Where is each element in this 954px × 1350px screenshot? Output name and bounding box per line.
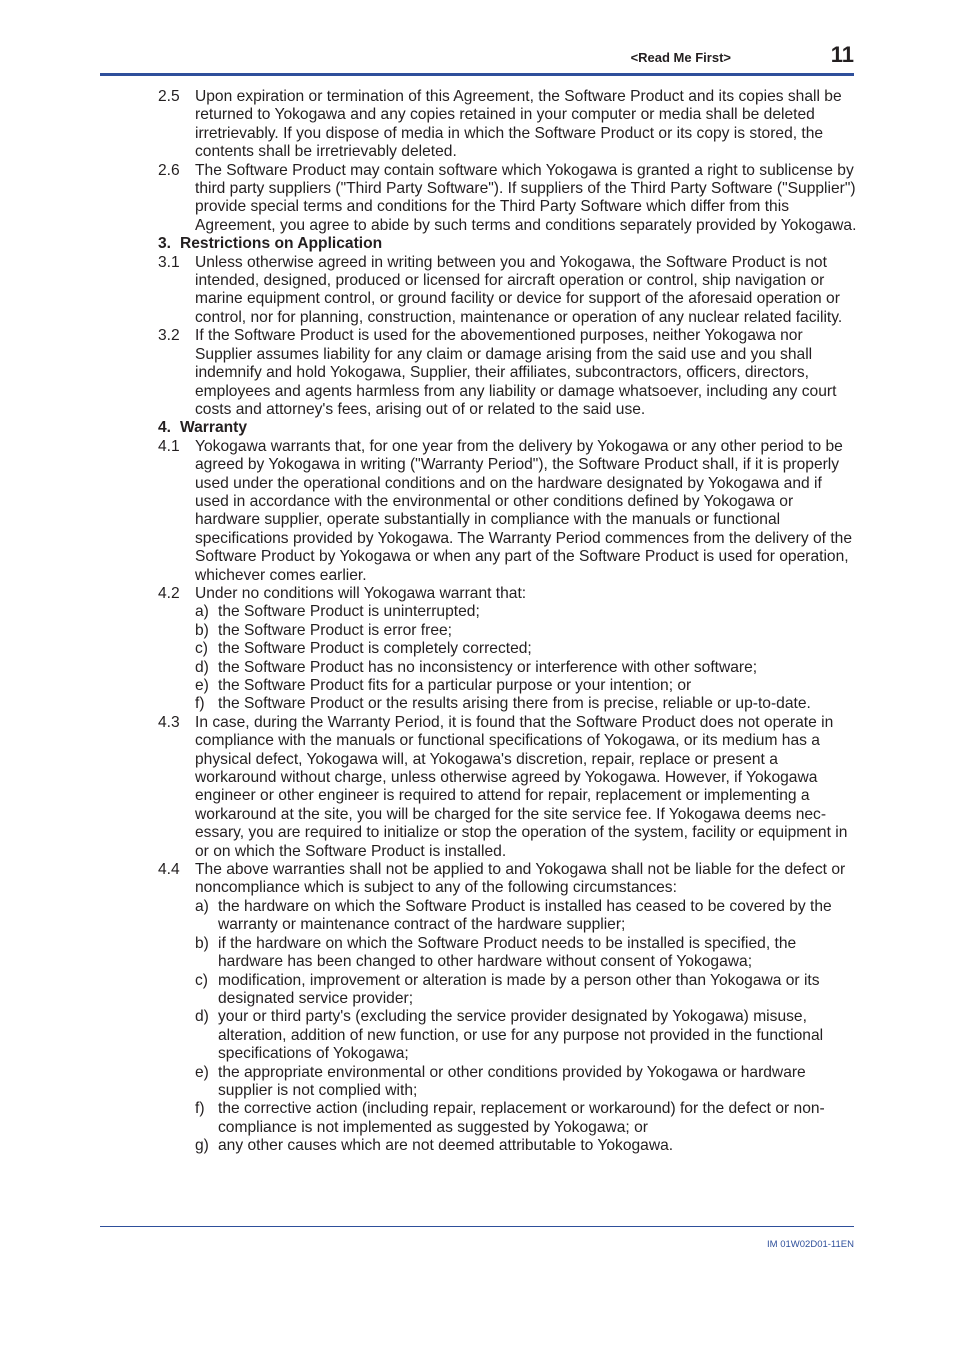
clause [158, 438, 858, 585]
sub-clause-letter: d) [195, 1008, 209, 1026]
sub-clause-text: any other causes which are not deemed attributable to Yokogawa. [218, 1137, 674, 1155]
sub-clause-text: the Software Product or the results arising there from is precise, reliable or up-to-date. [218, 695, 811, 713]
clause-text: If the Software Product is used for the abovementioned purposes, neither Yokogawa nor Supplier assumes liability for any claim or damage arising from the said use and you shall indemnify and hold Yokogawa, Supplier, their affiliates, subcontractors, officers, directors, employees and agents harmless from any liability or damage whatsoever, including any court costs and attorney's fees, arising out of or related to the said use. [195, 327, 837, 418]
section-heading [158, 419, 858, 437]
clause-number: 2.5 [158, 88, 180, 105]
clause [158, 714, 858, 861]
section-number: 3. [158, 235, 172, 253]
sub-clause [195, 640, 858, 658]
sub-clause [195, 659, 858, 677]
sub-clause-letter: f) [195, 695, 205, 713]
clause-text: Under no conditions will Yokogawa warrant that: [195, 584, 527, 602]
sub-clause-letter: c) [195, 640, 208, 658]
page-number: 11 [830, 42, 854, 67]
sub-clause-letter: a) [195, 897, 209, 915]
sub-clause-letter: b) [195, 621, 209, 639]
sub-clause [195, 1100, 858, 1137]
header-title: <Read Me First> [630, 50, 731, 65]
footer-rule [100, 1226, 854, 1227]
sub-clause-text: the hardware on which the Software Product is installed has ceased to be covered by the warranty or maintenance contract of the hardware supplier; [218, 897, 832, 934]
sub-clause-text: modification, improvement or alteration is made by a person other than Yokogawa or its designated service provider; [218, 971, 820, 1007]
document-body [158, 88, 858, 1156]
clause-text: Yokogawa warrants that, for one year from the delivery by Yokogawa or any other period to be agreed by Yokogawa in writing ("Warranty Period"), the Software Product shall, if it is properly used under the operational conditions and on the hardware designated by Yokogawa and if used in accordance with the environmental or other conditions defined by Yokogawa or hardware supplier, operate substantially in compliance with the manuals or functional specifications provided by Yokogawa. The Warranty Period commences from the delivery of the Software Product by Yokogawa or when any part of the Software Product is used for operation, whichever comes earlier. [195, 437, 852, 584]
sub-clause-letter: f) [195, 1100, 205, 1118]
clause-number: 4.3 [158, 713, 180, 731]
clause [158, 88, 858, 162]
clause-text: Upon expiration or termination of this Agreement, the Software Product and its copies shall be returned to Yokogawa and any copies retained in your computer or media shall be deleted irretrievably. If you dispose of media in which the Software Product or its copy is stored, the contents shall be irretrievably deleted. [195, 88, 842, 161]
clause-number: 4.4 [158, 861, 180, 879]
sub-clause [195, 972, 858, 1009]
sub-clause-text: the Software Product is error free; [218, 621, 453, 639]
clause-number: 3.2 [158, 327, 180, 345]
clause [158, 585, 858, 603]
clause [158, 861, 858, 898]
sub-clause-letter: e) [195, 1063, 209, 1081]
section-heading [158, 235, 858, 253]
sub-clause-text: the Software Product fits for a particular purpose or your intention; or [218, 677, 692, 694]
clause-number: 2.6 [158, 161, 180, 179]
clause-number: 3.1 [158, 253, 180, 271]
sub-clause-letter: a) [195, 603, 209, 621]
sub-clause [195, 677, 858, 695]
clause-text: Unless otherwise agreed in writing between you and Yokogawa, the Software Product is not intended, designed, produced or licensed for aircraft operation or control, ship navigation or marine equipment control, or ground facility or device for support of the aforesaid operation or control, nor for planning, construction, maintenance or operation of any nuclear related facility. [195, 253, 843, 326]
clause-number: 4.2 [158, 584, 180, 602]
sub-clause-text: the Software Product has no inconsistency or interference with other software; [218, 658, 758, 676]
clause-text: In case, during the Warranty Period, it is found that the Software Product does not operate in compliance with the manuals or functional specifications of Yokogawa, or its medium has a physical defect, Yokogawa will, at Yokogawa's discretion, repair, replace or present a workaround without charge, unless otherwise agreed by Yokogawa. However, if Yokogawa engineer or other engineer is required to attend for repair, replacement or implementing a workaround at the site, you will be charged for the site service fee. If Yokogawa deems necessary, you are required to initialize or stop the operation of the system, facility or equipment in or on which the Software Product is installed. [195, 713, 848, 860]
clause [158, 327, 858, 419]
footer-doc-code: IM 01W02D01-11EN [767, 1239, 854, 1250]
sub-clause-letter: e) [195, 677, 209, 694]
clause [158, 254, 858, 328]
sub-clause-letter: g) [195, 1137, 209, 1155]
sub-clause-text: the Software Product is uninterrupted; [218, 603, 480, 621]
sub-clause [195, 935, 858, 972]
clause-text: The Software Product may contain software which Yokogawa is granted a right to sublicense by third party suppliers ("Third Party Software"). If suppliers of the Third Party Software ("Supplier") provide special terms and conditions for the Third Party Software which differ from this Agreement, you agree to abide by such terms and conditions separately provided by Yokogawa. [195, 161, 857, 234]
sub-clause-letter: b) [195, 934, 209, 952]
clause [158, 162, 858, 236]
sub-clause [195, 1064, 858, 1101]
sub-clause [195, 695, 858, 713]
sub-clause-text: the corrective action (including repair, replacement or workaround) for the defect or noncompliance is not implemented as suggested by Yokogawa; or [218, 1100, 825, 1136]
sub-clause-text: if the hardware on which the Software Product needs to be installed is specified, the hardware has been changed to other hardware without consent of Yokogawa; [218, 934, 797, 971]
section-title: Warranty [180, 419, 248, 437]
sub-clause [195, 1137, 858, 1155]
sub-clause-text: the Software Product is completely corrected; [218, 640, 532, 658]
section-title: Restrictions on Application [180, 235, 383, 253]
sub-clause-letter: d) [195, 658, 209, 676]
clause-text: The above warranties shall not be applied to and Yokogawa shall not be liable for the defect or noncompliance which is subject to any of the following circumstances: [195, 861, 846, 897]
sub-clause-text: your or third party's (excluding the service provider designated by Yokogawa) misuse, alteration, addition of new function, or use for any purpose not provided in the functional specifications of Yokogawa; [218, 1008, 824, 1063]
sub-clause-letter: c) [195, 971, 208, 989]
header-rule [100, 73, 854, 76]
sub-clause [195, 1008, 858, 1063]
sub-clause [195, 603, 858, 621]
sub-clause [195, 622, 858, 640]
sub-clause [195, 898, 858, 935]
page-header [100, 40, 854, 76]
section-number: 4. [158, 419, 172, 437]
sub-clause-text: the appropriate environmental or other conditions provided by Yokogawa or hardware supplier is not complied with; [218, 1063, 806, 1099]
clause-number: 4.1 [158, 437, 180, 455]
